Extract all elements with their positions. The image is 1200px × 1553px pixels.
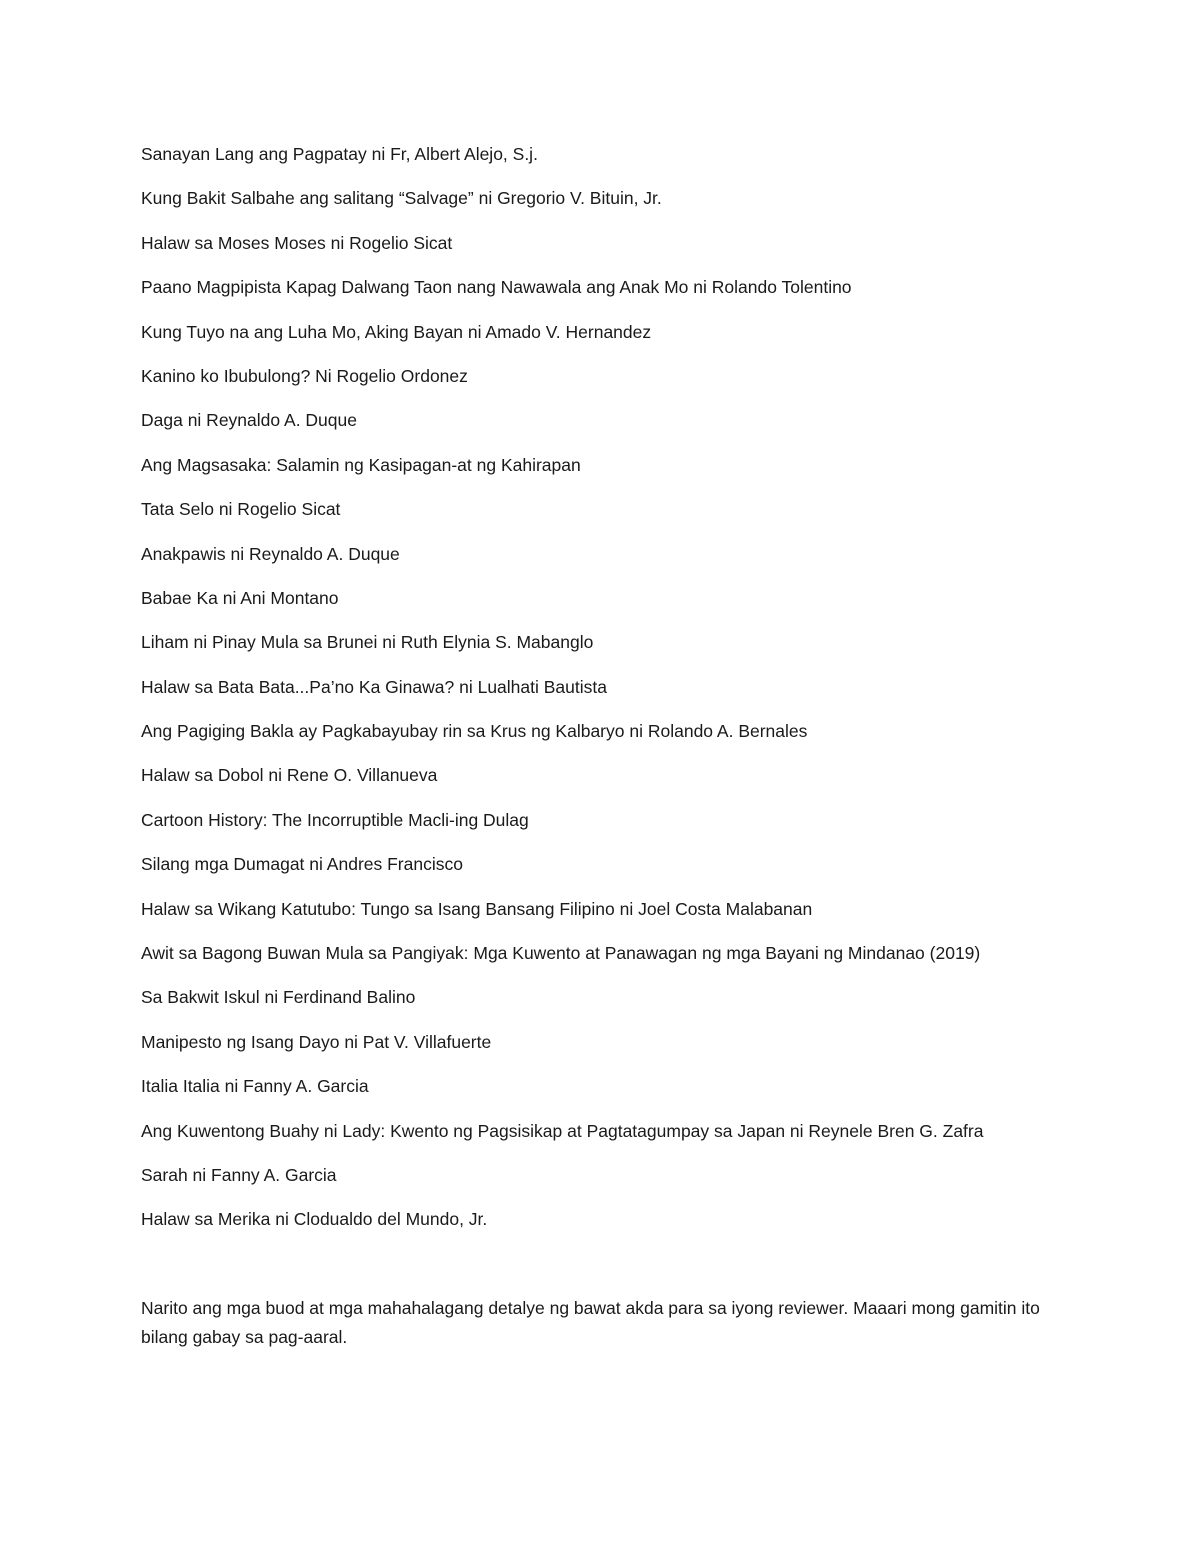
list-item: Liham ni Pinay Mula sa Brunei ni Ruth Elynia S. Mabanglo	[141, 632, 594, 653]
list-item: Tata Selo ni Rogelio Sicat	[141, 499, 341, 520]
list-item: Kung Tuyo na ang Luha Mo, Aking Bayan ni Amado V. Hernandez	[141, 321, 652, 342]
document-body	[141, 141, 1071, 1352]
list-item: Halaw sa Wikang Katutubo: Tungo sa Isang Bansang Filipino ni Joel Costa Malabanan	[141, 898, 813, 919]
list-item: Italia Italia ni Fanny A. Garcia	[141, 1076, 369, 1097]
list-item: Awit sa Bagong Buwan Mula sa Pangiyak: Mga Kuwento at Panawagan ng mga Bayani ng Mindanao (2019)	[141, 943, 981, 964]
list-item: Daga ni Reynaldo A. Duque	[141, 410, 357, 431]
list-item: Sarah ni Fanny A. Garcia	[141, 1164, 337, 1185]
list-item: Manipesto ng Isang Dayo ni Pat V. Villafuerte	[141, 1031, 492, 1052]
list-item: Babae Ka ni Ani Montano	[141, 587, 339, 608]
list-item: Paano Magpipista Kapag Dalwang Taon nang Nawawala ang Anak Mo ni Rolando Tolentino	[141, 277, 852, 298]
list-item: Ang Kuwentong Buahy ni Lady: Kwento ng Pagsisikap at Pagtatagumpay sa Japan ni Reynele Bren G. Zafra	[141, 1120, 984, 1141]
list-item: Halaw sa Merika ni Clodualdo del Mundo, Jr.	[141, 1209, 488, 1230]
paragraph-spacer	[141, 1251, 1071, 1294]
list-item: Ang Pagiging Bakla ay Pagkabayubay rin sa Krus ng Kalbaryo ni Rolando A. Bernales	[141, 721, 808, 742]
list-item: Kung Bakit Salbahe ang salitang “Salvage” ni Gregorio V. Bituin, Jr.	[141, 188, 662, 209]
list-item: Kanino ko Ibubulong? Ni Rogelio Ordonez	[141, 365, 468, 386]
list-item: Halaw sa Dobol ni Rene O. Villanueva	[141, 765, 438, 786]
list-item: Sanayan Lang ang Pagpatay ni Fr, Albert Alejo, S.j.	[141, 144, 538, 164]
list-item: Halaw sa Moses Moses ni Rogelio Sicat	[141, 232, 453, 253]
list-item: Halaw sa Bata Bata...Pa’no Ka Ginawa? ni Lualhati Bautista	[141, 676, 607, 697]
list-item: Anakpawis ni Reynaldo A. Duque	[141, 543, 400, 564]
list-item: Silang mga Dumagat ni Andres Francisco	[141, 854, 463, 875]
list-item: Sa Bakwit Iskul ni Ferdinand Balino	[141, 987, 416, 1008]
list-item: Cartoon History: The Incorruptible Macli-ing Dulag	[141, 809, 529, 830]
closing-paragraph: Narito ang mga buod at mga mahahalagang detalye ng bawat akda para sa iyong reviewer. Maaari mong gamitin ito bilang gabay sa pag-aaral.	[141, 1297, 1040, 1347]
list-item: Ang Magsasaka: Salamin ng Kasipagan-at ng Kahirapan	[141, 454, 581, 475]
